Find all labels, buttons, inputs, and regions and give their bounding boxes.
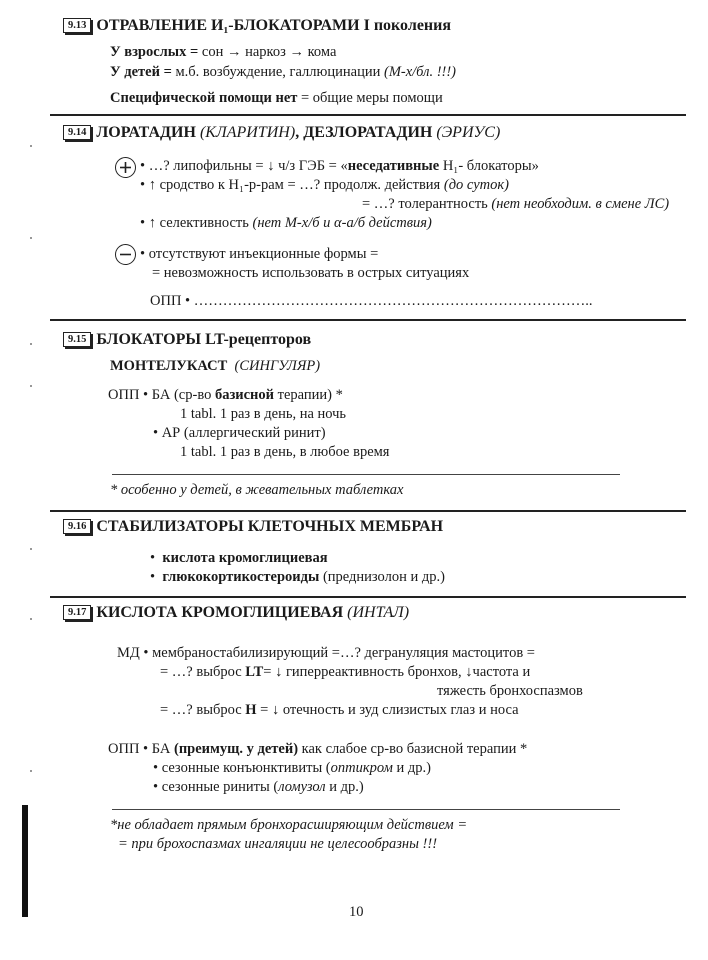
text: как слабое ср-во базисной терапии * [298, 741, 528, 757]
footnote: * особенно у детей, в жевательных таблетках [110, 482, 404, 498]
scan-speck [30, 343, 32, 345]
text: частота и [472, 664, 531, 680]
section-917-header [63, 604, 409, 622]
text-bold: LT [245, 664, 264, 680]
minus-circle-icon [115, 244, 136, 265]
section-title: БЛОКАТОРЫ LT-рецепторов [96, 331, 312, 348]
opp-line-2 [153, 760, 431, 777]
section-915-header [63, 331, 311, 349]
opp-line-3 [153, 779, 364, 796]
text-italic: (нет необходим. в смене ЛС) [491, 196, 670, 212]
section-title: СТАБИЛИЗАТОРЫ КЛЕТОЧНЫХ МЕМБРАН [96, 518, 444, 535]
drug-title-a-trade: (КЛАРИТИН) [199, 124, 296, 141]
text: ОПП • БА [108, 741, 174, 757]
text-bold: глюкокортикостероиды [162, 569, 320, 585]
opp-line-1 [108, 387, 343, 404]
advantage-line-1 [140, 158, 539, 175]
children-text: м.б. возбуждение, галлюцинации [171, 64, 384, 80]
help-label: Специфической помощи нет [110, 90, 298, 106]
text-bold: неседативные [347, 158, 440, 174]
text-bold: Н [245, 702, 257, 718]
drug-title-b: , ДЕЗЛОРАТАДИН [295, 124, 437, 141]
scan-speck [30, 548, 32, 550]
adults-line [110, 44, 336, 61]
section-number: 9.16 [63, 519, 91, 534]
text-italic: (нет М-х/б и α-а/б действия) [252, 215, 432, 231]
text-bold: базисной [214, 387, 275, 403]
adults-label: У взрослых = [110, 44, 199, 60]
arrow-down-icon: ↓ [271, 702, 280, 718]
drug-title-a: ЛОРАТАДИН [96, 124, 200, 141]
list-item: • кислота кромоглициевая [150, 550, 328, 566]
section-title: ОТРАВЛЕНИЕ И₁-БЛОКАТОРАМИ I поколения [96, 17, 452, 34]
footnote-divider [112, 474, 620, 475]
text-bold: (преимущ. у детей) [173, 741, 299, 757]
text: = [263, 664, 276, 680]
arrow-down-icon: ↓ [275, 664, 283, 680]
help-line [110, 90, 443, 107]
section-913-header [63, 17, 451, 35]
children-label: У детей = [110, 64, 172, 80]
text: = …? выброс [160, 664, 246, 680]
text: ОПП • БА (ср-во [108, 387, 215, 403]
md-line-2 [160, 664, 530, 681]
text: • [140, 215, 149, 231]
section-title: КИСЛОТА КРОМОГЛИЦИЕВАЯ [96, 604, 348, 621]
text: гиперреактивность бронхов, [282, 664, 466, 680]
section-number: 9.14 [63, 125, 91, 140]
section-divider [50, 596, 686, 598]
drug-trade-name: (СИНГУЛЯР) [234, 358, 321, 374]
text: • сезонные риниты ( [153, 779, 279, 795]
drug-trade-name: (ИНТАЛ) [347, 604, 410, 621]
advantage-line-4 [140, 215, 432, 232]
footnote-line-1: *не обладает прямым бронхорасширяющим действием = [110, 817, 468, 833]
md-line-4 [160, 702, 519, 719]
scan-speck [30, 770, 32, 772]
section-number: 9.13 [63, 18, 91, 33]
opp-dose-1: 1 tabl. 1 раз в день, на ночь [180, 406, 347, 422]
text: = …? выброс [160, 702, 246, 718]
text: • …? липофильны = [140, 158, 268, 174]
help-text: = общие меры помощи [297, 90, 443, 106]
text: селективность [155, 215, 253, 231]
text: отечность и зуд слизистых глаз и носа [279, 702, 519, 718]
text: терапии) * [274, 387, 343, 403]
page-number: 10 [349, 904, 364, 920]
scan-speck [30, 237, 32, 239]
text: и др.) [325, 779, 364, 795]
plus-circle-icon [115, 157, 136, 178]
drug-line [110, 358, 320, 375]
text: и др.) [392, 760, 431, 776]
text-italic: (до суток) [443, 177, 510, 193]
section-914-header [63, 124, 500, 142]
opp-blank-line: ОПП • ……………………………………………………………………….. [150, 293, 593, 309]
text: (преднизолон и др.) [319, 569, 445, 585]
arrow-down-icon: ↓ [267, 158, 275, 174]
opp-line-1 [108, 741, 527, 758]
section-number: 9.15 [63, 332, 91, 347]
md-line-3: тяжесть бронхоспазмов [437, 683, 583, 699]
text-italic: оптикром [330, 760, 393, 776]
text: = …? толерантность [362, 196, 492, 212]
arrow-up-icon: ↑ [148, 177, 156, 193]
list-item: • глюкокортикостероиды (преднизолон и др.) [150, 569, 445, 585]
drug-name: МОНТЕЛУКАСТ [110, 358, 228, 374]
advantage-line-2 [140, 177, 509, 194]
section-divider [50, 510, 686, 512]
footnote-line-2: = при брохоспазмах ингаляции не целесообразны !!! [118, 836, 438, 852]
advantage-line-3 [362, 196, 669, 213]
text: • [140, 177, 149, 193]
section-916-header [63, 518, 443, 536]
arrow-down-icon: ↓ [465, 664, 473, 680]
disadvantage-line-1: • отсутствуют инъекционные формы = [140, 246, 379, 262]
section-divider [50, 114, 686, 116]
adults-text: сон → наркоз → кома [198, 44, 337, 60]
scan-edge-mark [22, 805, 28, 917]
scan-speck [30, 385, 32, 387]
text-italic: ломузол [278, 779, 326, 795]
disadvantage-line-2: = невозможность использовать в острых ситуациях [152, 265, 470, 281]
footnote-divider [112, 809, 620, 810]
drug-title-b-trade: (ЭРИУС) [436, 124, 501, 141]
section-divider [50, 319, 686, 321]
opp-dose-2: 1 tabl. 1 раз в день, в любое время [180, 444, 390, 460]
text: Н₁- блокаторы» [439, 158, 539, 174]
arrow-up-icon: ↑ [148, 215, 156, 231]
text-bold: кислота кромоглициевая [162, 550, 328, 566]
text: • сезонные конъюнктивиты ( [153, 760, 331, 776]
text: = [256, 702, 272, 718]
children-line [110, 64, 456, 81]
section-number: 9.17 [63, 605, 91, 620]
text: ч/з ГЭБ = « [274, 158, 348, 174]
md-line-1: МД • мембраностабилизирующий =…? дегрануляция мастоцитов = [117, 645, 535, 661]
scan-speck [30, 145, 32, 147]
opp-line-2: • АР (аллергический ринит) [153, 425, 326, 441]
scan-speck [30, 618, 32, 620]
text: сродство к Н₁-р-рам = …? продолж. действия [155, 177, 444, 193]
children-note: (М-х/бл. !!!) [383, 64, 457, 80]
